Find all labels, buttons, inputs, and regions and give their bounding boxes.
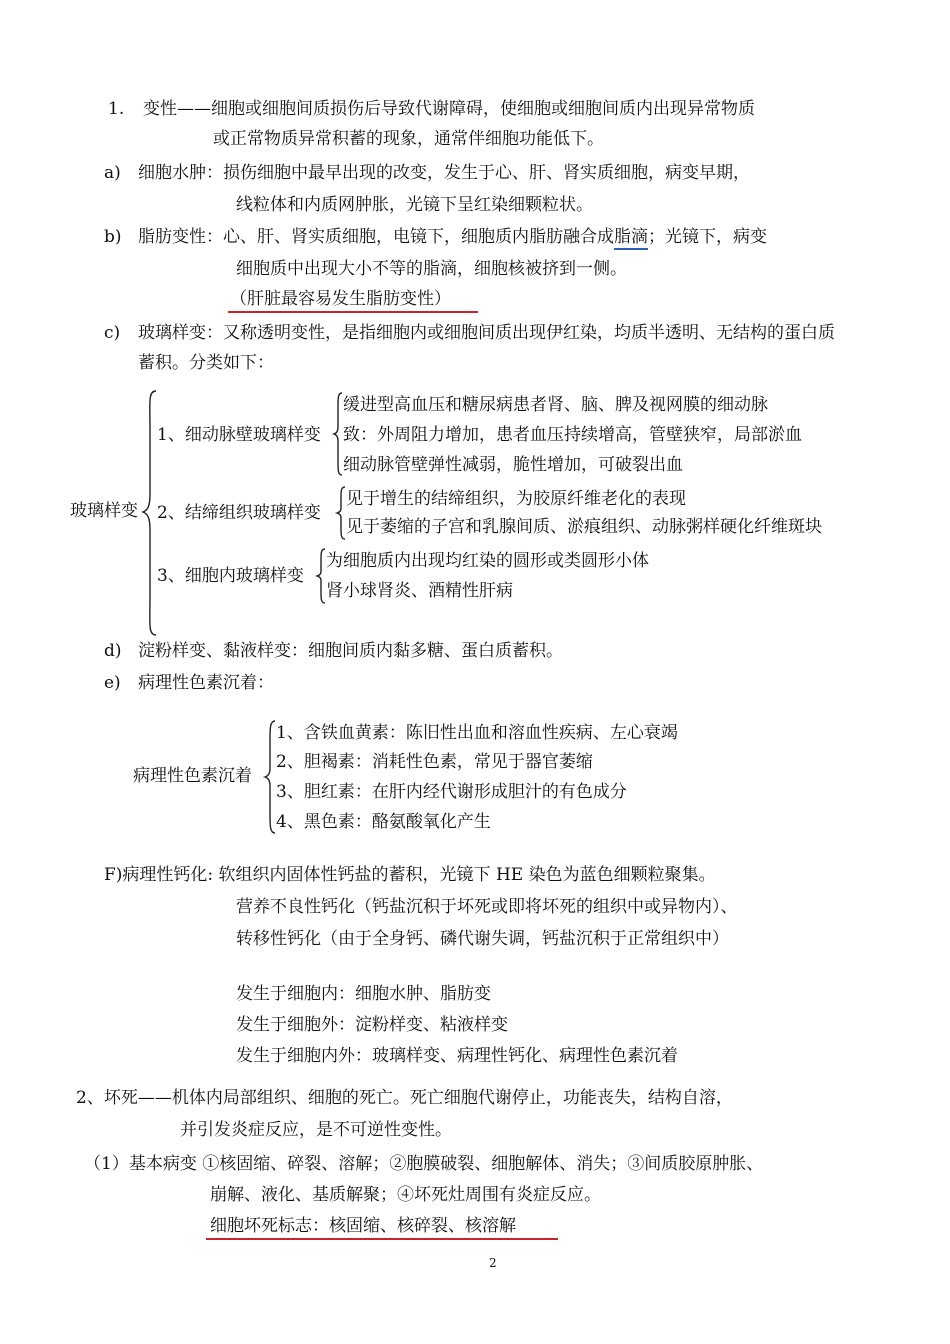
section-1-definition-cont: 或正常物质异常积蓄的现象，通常伴细胞功能低下。 xyxy=(213,129,604,149)
glass-cat1-item-3: 细动脉管壁弹性减弱，脆性增加，可破裂出血 xyxy=(343,455,683,475)
glass-cat1-item-2: 致：外周阻力增加，患者血压持续增高，管壁狭窄，局部淤血 xyxy=(343,425,802,445)
item-d-text: 淀粉样变、黏液样变：细胞间质内黏多糖、蛋白质蓄积。 xyxy=(138,641,563,661)
item-e-text: 病理性色素沉着： xyxy=(138,673,274,693)
item-c-text: 玻璃样变：又称透明变性，是指细胞内或细胞间质出现伊红染，均质半透明、无结构的蛋白质 xyxy=(138,323,835,343)
glass-root-brace xyxy=(142,390,158,636)
section-1-number: 1. xyxy=(108,99,125,119)
item-f-metastatic: 转移性钙化（由于全身钙、磷代谢失调，钙盐沉积于正常组织中） xyxy=(236,929,729,949)
section-2-definition-cont: 并引发炎症反应，是不可逆性变性。 xyxy=(180,1120,452,1140)
item-a-text: 细胞水肿：损伤细胞中最早出现的改变，发生于心、肝、肾实质细胞，病变早期， xyxy=(138,163,750,183)
necrosis-markers: 细胞坏死标志：核固缩、核碎裂、核溶解 xyxy=(210,1216,516,1236)
glass-category-3: 3、细胞内玻璃样变 xyxy=(157,566,304,586)
fat-droplet-term: 脂滴 xyxy=(614,227,648,250)
pigment-item-4: 4、黑色素：酪氨酸氧化产生 xyxy=(276,812,491,832)
pigment-item-2: 2、胆褐素：消耗性色素，常见于器官萎缩 xyxy=(276,752,593,772)
item-f-text: F)病理性钙化: 软组织内固体性钙盐的蓄积，光镜下 HE 染色为蓝色细颗粒聚集。 xyxy=(104,865,716,885)
pigment-tree-root: 病理性色素沉着 xyxy=(133,766,252,786)
glass-cat2-item-1: 见于增生的结缔组织，为胶原纤维老化的表现 xyxy=(346,489,686,509)
section-1-definition: 变性——细胞或细胞间质损伤后导致代谢障碍，使细胞或细胞间质内出现异常物质 xyxy=(143,99,755,119)
basic-lesion-text-cont: 崩解、液化、基质解聚；④坏死灶周围有炎症反应。 xyxy=(210,1185,601,1205)
glass-category-2: 2、结缔组织玻璃样变 xyxy=(157,503,321,523)
item-b-marker: b) xyxy=(104,227,122,247)
liver-note-underline xyxy=(228,311,478,313)
item-a-text-cont: 线粒体和内质网肿胀，光镜下呈红染细颗粒状。 xyxy=(236,195,593,215)
glass-cat2-item-2: 见于萎缩的子宫和乳腺间质、淤痕组织、动脉粥样硬化纤维斑块 xyxy=(346,517,822,537)
glass-cat3-item-2: 肾小球肾炎、酒精性肝病 xyxy=(326,581,513,601)
item-f-dystrophic: 营养不良性钙化（钙盐沉积于坏死或即将坏死的组织中或异物内）、 xyxy=(236,897,738,917)
item-e-marker: e) xyxy=(104,673,121,693)
page-number: 2 xyxy=(489,1256,497,1270)
summary-intracellular: 发生于细胞内：细胞水肿、脂肪变 xyxy=(236,984,491,1004)
item-b-text xyxy=(138,226,767,248)
pigment-item-3: 3、胆红素：在肝内经代谢形成胆汁的有色成分 xyxy=(276,782,627,802)
glass-cat3-brace xyxy=(316,548,326,604)
glass-cat2-brace xyxy=(336,486,346,540)
item-a-marker: a) xyxy=(104,163,121,183)
summary-extracellular: 发生于细胞外：淀粉样变、粘液样变 xyxy=(236,1015,508,1035)
summary-both: 发生于细胞内外：玻璃样变、病理性钙化、病理性色素沉着 xyxy=(236,1046,678,1066)
basic-lesion-text: （1）基本病变 ①核固缩、碎裂、溶解；②胞膜破裂、细胞解体、消失；③间质胶原肿胀、 xyxy=(84,1154,764,1174)
glass-cat1-item-1: 缓进型高血压和糖尿病患者肾、脑、脾及视网膜的细动脉 xyxy=(343,395,768,415)
item-b-text-post: ；光镜下，病变 xyxy=(648,227,767,247)
item-b-text-pre: 脂肪变性：心、肝、肾实质细胞，电镜下，细胞质内脂肪融合成 xyxy=(138,227,614,247)
item-c-text-cont: 蓄积。分类如下： xyxy=(138,353,274,373)
pigment-item-1: 1、含铁血黄素：陈旧性出血和溶血性疾病、左心衰竭 xyxy=(276,723,678,743)
section-2-definition: 2、坏死——机体内局部组织、细胞的死亡。死亡细胞代谢停止，功能丧失，结构自溶， xyxy=(76,1088,733,1108)
item-d-marker: d) xyxy=(104,641,122,661)
necrosis-markers-underline xyxy=(206,1238,558,1240)
glass-cat3-item-1: 为细胞质内出现均红染的圆形或类圆形小体 xyxy=(326,551,649,571)
pigment-brace xyxy=(264,720,276,834)
liver-note: （肝脏最容易发生脂肪变性） xyxy=(230,289,451,309)
glass-tree-root: 玻璃样变 xyxy=(70,501,138,521)
glass-category-1: 1、细动脉壁玻璃样变 xyxy=(157,425,321,445)
item-c-marker: c) xyxy=(104,323,121,343)
glass-cat1-brace xyxy=(333,392,343,476)
item-b-text-cont: 细胞质中出现大小不等的脂滴，细胞核被挤到一侧。 xyxy=(236,259,627,279)
